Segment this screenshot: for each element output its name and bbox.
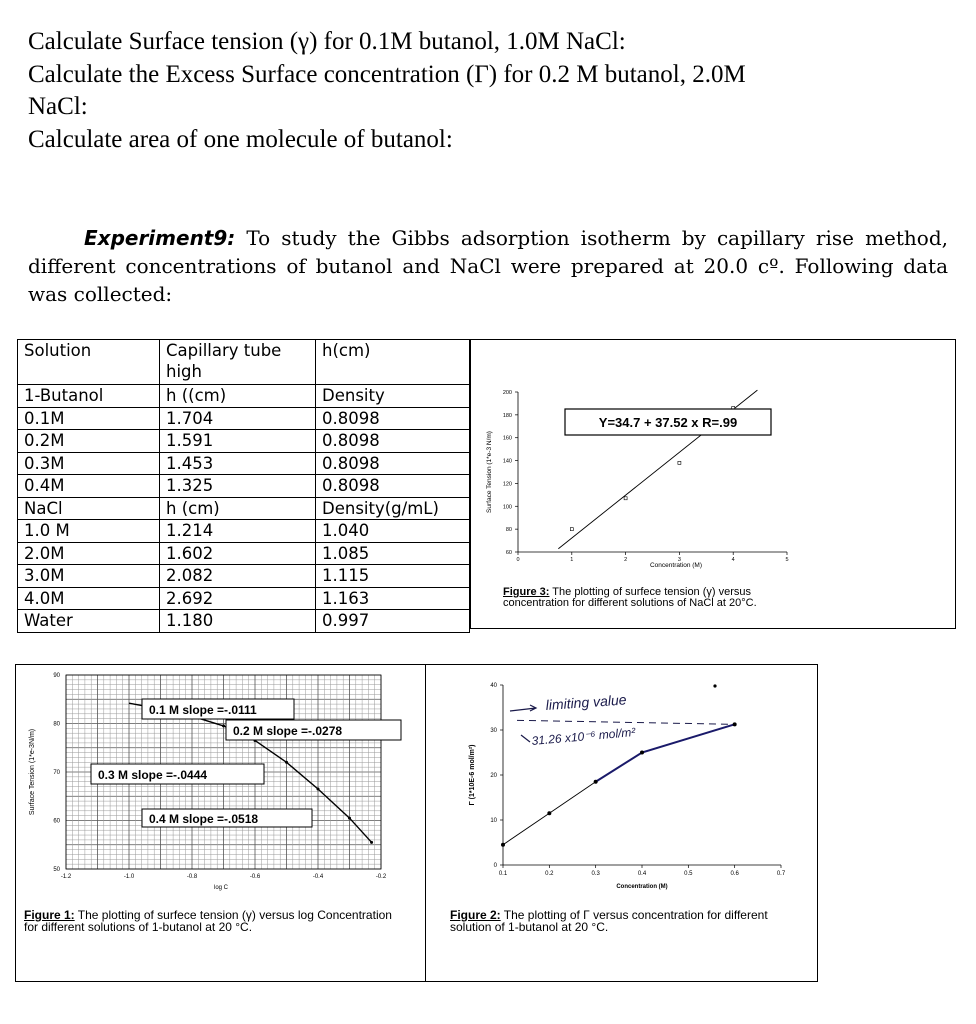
table-cell: 1.591 bbox=[160, 430, 316, 453]
fig3-ytick-label: 180 bbox=[502, 412, 512, 419]
question-2-cont: NaCl: bbox=[28, 93, 88, 120]
fig1-ytick-label: 80 bbox=[53, 721, 60, 728]
figure-3-chart bbox=[471, 340, 955, 628]
fig2-arrow-2 bbox=[521, 735, 530, 742]
table-cell: Density(g/mL) bbox=[316, 497, 470, 520]
fig2-point bbox=[501, 843, 505, 847]
fig1-ytick-label: 70 bbox=[53, 770, 60, 776]
fig1-label-3: 0.3 M slope =-.0444 bbox=[98, 768, 208, 782]
question-3: Calculate area of one molecule of butanol: bbox=[28, 125, 453, 153]
table-cell: 0.8098 bbox=[316, 452, 470, 475]
fig1-xtick-label: -1.2 bbox=[60, 874, 72, 880]
fig1-label-2: 0.2 M slope =-.0278 bbox=[233, 724, 343, 738]
fig2-xlabel: Concentration (M) bbox=[616, 884, 668, 890]
fig3-xtick-label: 0 bbox=[516, 557, 520, 563]
fig2-xtick-label: 0.6 bbox=[730, 871, 739, 877]
figure-3-panel bbox=[470, 339, 956, 629]
fig2-annotation-2: 31.26 x10⁻⁶ mol/m² bbox=[531, 724, 636, 748]
fig1-ylabel: Surface Tension (1*e-3N/m) bbox=[29, 728, 36, 816]
table-cell: 1.602 bbox=[160, 542, 316, 565]
fig1-xlabel: log C bbox=[213, 885, 229, 891]
fig2-limit-line bbox=[517, 720, 735, 724]
table-row bbox=[18, 520, 470, 543]
table-cell: h ((cm) bbox=[160, 385, 316, 408]
figure-2-panel bbox=[425, 664, 818, 982]
fig2-ylabel: Γ (1*10E-6 mol/m²) bbox=[469, 744, 476, 806]
fig1-caption-text: The plotting of surfece tension (γ) versus log Concentration for different solutions of 1-butanol at 20 °C. bbox=[24, 908, 392, 934]
fig2-caption-text: The plotting of Γ versus concentration for different solution of 1-butanol at 20 °C. bbox=[450, 908, 768, 934]
header-cell: Solution bbox=[18, 340, 160, 385]
figure-2-caption bbox=[450, 909, 800, 933]
fig3-ytick-label: 120 bbox=[502, 481, 512, 488]
table-cell: 3.0M bbox=[18, 565, 160, 588]
figure-3-caption bbox=[503, 587, 803, 609]
question-2: Calculate the Excess Surface concentration (Γ) for 0.2 M butanol, 2.0M bbox=[28, 60, 746, 88]
table-cell: 0.1M bbox=[18, 407, 160, 430]
fig1-xtick-label: -0.4 bbox=[312, 874, 324, 880]
experiment-text: To study the Gibbs adsorption isotherm by capillary rise method, different concentrations of butanol and NaCl were prepared at 20.0 cº. Following data was collected: bbox=[28, 226, 948, 306]
fig2-xtick-label: 0.2 bbox=[545, 871, 554, 877]
table-row bbox=[18, 497, 470, 520]
table-header bbox=[18, 340, 470, 385]
table-row bbox=[18, 475, 470, 498]
fig3-xtick-label: 4 bbox=[731, 557, 735, 563]
fig2-ytick-label: 40 bbox=[490, 683, 497, 689]
fig3-equation: Y=34.7 + 37.52 x R=.99 bbox=[598, 415, 738, 430]
table-row bbox=[18, 587, 470, 610]
table-cell: 0.8098 bbox=[316, 475, 470, 498]
fig1-ytick-label: 60 bbox=[53, 818, 60, 825]
table-cell: 1.115 bbox=[316, 565, 470, 588]
experiment-title: Experiment9: bbox=[84, 226, 236, 250]
table-cell: 0.4M bbox=[18, 475, 160, 498]
fig2-xtick-label: 0.1 bbox=[498, 871, 508, 877]
fig1-point bbox=[285, 761, 288, 764]
fig1-caption-label: Figure 1: bbox=[24, 908, 75, 922]
fig3-ytick-label: 160 bbox=[502, 435, 512, 442]
fig2-point bbox=[594, 780, 598, 784]
experiment-paragraph bbox=[28, 224, 948, 308]
header-cell: Capillary tube high bbox=[160, 340, 316, 385]
questions bbox=[28, 26, 958, 156]
table-cell: 2.082 bbox=[160, 565, 316, 588]
table-cell: 0.3M bbox=[18, 452, 160, 475]
table-cell: 0.8098 bbox=[316, 430, 470, 453]
table-row bbox=[18, 385, 470, 408]
table-row bbox=[18, 610, 470, 633]
figure-1-caption bbox=[24, 909, 404, 933]
fig3-xlabel: Concentration (M) bbox=[649, 562, 703, 569]
fig3-xtick-label: 2 bbox=[624, 557, 628, 563]
table-cell: 2.0M bbox=[18, 542, 160, 565]
fig2-point bbox=[547, 811, 551, 815]
fig3-ytick-label: 200 bbox=[502, 390, 512, 396]
fig3-xtick-label: 5 bbox=[785, 557, 789, 563]
fig2-ytick-label: 30 bbox=[490, 728, 497, 734]
fig2-annotation-1: limiting value bbox=[545, 691, 627, 713]
table-row bbox=[18, 430, 470, 453]
table-row bbox=[18, 407, 470, 430]
fig3-ytick-label: 100 bbox=[502, 504, 512, 511]
fig1-point bbox=[317, 787, 320, 790]
fig3-point bbox=[570, 528, 573, 531]
fig1-ytick-label: 50 bbox=[53, 867, 60, 873]
fig3-xtick-label: 1 bbox=[570, 557, 574, 563]
table-cell: Water bbox=[18, 610, 160, 633]
fig2-point bbox=[733, 722, 737, 726]
data-table bbox=[17, 339, 470, 633]
table-cell: 2.692 bbox=[160, 587, 316, 610]
table-cell: h (cm) bbox=[160, 497, 316, 520]
fig3-ylabel: Surface Tension (1*e-3 N/m) bbox=[486, 431, 493, 513]
fig1-label-4: 0.4 M slope =-.0518 bbox=[149, 812, 259, 826]
fig3-ytick-label: 140 bbox=[502, 458, 512, 465]
table-cell: 0.8098 bbox=[316, 407, 470, 430]
table-cell: NaCl bbox=[18, 497, 160, 520]
table-cell: 0.997 bbox=[316, 610, 470, 633]
table-cell: Density bbox=[316, 385, 470, 408]
fig3-caption-label: Figure 3: bbox=[503, 586, 550, 598]
table-cell: 1.325 bbox=[160, 475, 316, 498]
fig1-point bbox=[348, 817, 351, 820]
table-row bbox=[18, 452, 470, 475]
fig1-xtick-label: -1.0 bbox=[123, 874, 135, 880]
header-cell: h(cm) bbox=[316, 340, 470, 385]
table-cell: 1.453 bbox=[160, 452, 316, 475]
table-cell: 1-Butanol bbox=[18, 385, 160, 408]
table-cell: 1.0 M bbox=[18, 520, 160, 543]
fig3-xtick-label: 3 bbox=[677, 557, 681, 563]
fig3-point bbox=[624, 497, 627, 500]
fig2-point bbox=[640, 751, 644, 755]
fig3-ytick-label: 60 bbox=[505, 550, 512, 556]
table-row bbox=[18, 565, 470, 588]
figure-1-panel bbox=[15, 664, 427, 982]
fig1-point bbox=[222, 724, 225, 727]
table-cell: 1.180 bbox=[160, 610, 316, 633]
fig2-ytick-label: 20 bbox=[490, 773, 497, 779]
table-cell: 4.0M bbox=[18, 587, 160, 610]
fig2-ytick-label: 0 bbox=[493, 863, 497, 869]
table-row bbox=[18, 542, 470, 565]
table-cell: 1.704 bbox=[160, 407, 316, 430]
fig3-caption-text: The plotting of surfece tension (γ) versus concentration for different solutions of NaCl at 20°C. bbox=[503, 586, 757, 609]
table-cell: 1.163 bbox=[316, 587, 470, 610]
fig2-xtick-label: 0.7 bbox=[776, 871, 786, 877]
question-1: Calculate Surface tension (γ) for 0.1M butanol, 1.0M NaCl: bbox=[28, 28, 626, 55]
fig1-xtick-label: -0.8 bbox=[186, 874, 198, 880]
table-cell: 0.2M bbox=[18, 430, 160, 453]
table-cell: 1.040 bbox=[316, 520, 470, 543]
fig2-caption-label: Figure 2: bbox=[450, 908, 501, 922]
fig3-point bbox=[678, 461, 681, 464]
fig2-xtick-label: 0.5 bbox=[684, 871, 693, 877]
fig1-xtick-label: -0.2 bbox=[375, 874, 387, 880]
fig2-ytick-label: 10 bbox=[490, 818, 497, 824]
fig3-ytick-label: 80 bbox=[505, 527, 512, 534]
table-cell: 1.085 bbox=[316, 542, 470, 565]
fig1-ytick-label: 90 bbox=[53, 673, 60, 679]
fig2-xtick-label: 0.3 bbox=[591, 871, 600, 877]
fig1-label-1: 0.1 M slope =-.0111 bbox=[149, 703, 257, 717]
fig1-point bbox=[370, 841, 373, 844]
table-cell: 1.214 bbox=[160, 520, 316, 543]
fig1-xtick-label: -0.6 bbox=[249, 874, 261, 880]
fig2-xtick-label: 0.4 bbox=[637, 871, 647, 877]
fig2-dot-mark bbox=[713, 684, 716, 687]
fig2-arrow-1 bbox=[510, 705, 536, 711]
